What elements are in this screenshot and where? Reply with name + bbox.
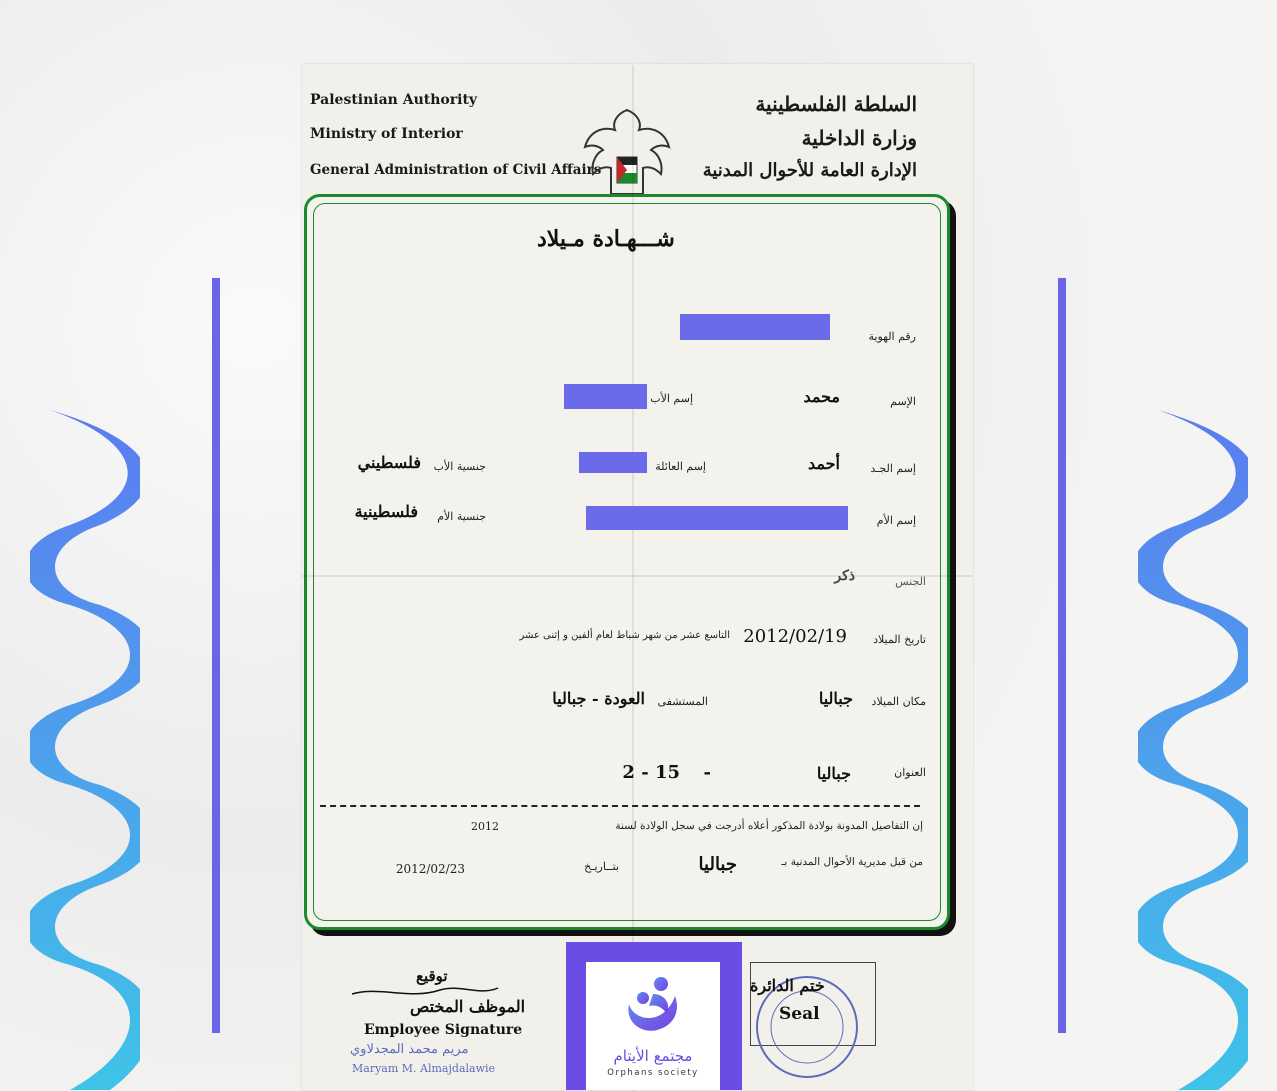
header-ar-authority: السلطة الفلسطينية: [755, 92, 917, 116]
paper-fold: [302, 575, 973, 577]
gender-label: الجنس: [895, 575, 926, 588]
redacted-father-name: [564, 384, 647, 409]
right-wave-decoration: [1138, 405, 1248, 1090]
issued-date-label: بتــاريـخ: [584, 860, 619, 873]
header-en-authority: Palestinian Authority: [310, 92, 478, 108]
record-year: 2012: [471, 820, 499, 833]
gender-value: ذكر: [834, 568, 855, 584]
issued-place: جباليا: [698, 854, 737, 875]
redacted-family-name: [579, 452, 647, 473]
redacted-id-number: [680, 314, 830, 340]
issued-date: 2012/02/23: [395, 862, 465, 876]
family-name-label: إسم العائلة: [655, 460, 706, 473]
employee-label-ar: الموظف المختص: [410, 997, 526, 1016]
id-number-label: رقم الهوية: [868, 330, 916, 343]
dob-value: 2012/02/19: [743, 626, 847, 647]
name-value: محمد: [803, 387, 840, 406]
left-wave-decoration: [30, 405, 140, 1090]
orphans-society-logo-frame: [566, 942, 742, 1090]
dob-in-words: التاسع عشر من شهر شباط لعام ألفين و إثنى عشر: [519, 630, 730, 641]
header-ar-administration: الإدارة العامة للأحوال المدنية: [702, 160, 917, 181]
seal-label-en: Seal: [779, 1004, 820, 1024]
record-statement: إن التفاصيل المدونة بولادة المذكور أعلاه أدرجت في سجل الولادة لسنة: [615, 820, 923, 832]
issued-by-statement: من قبل مديرية الأحوال المدنية بـ: [781, 856, 923, 868]
mother-nationality-value: فلسطينية: [354, 502, 418, 521]
birth-certificate-document: [302, 64, 973, 1090]
address-label: العنوان: [894, 766, 926, 779]
header-ar-ministry: وزارة الداخلية: [801, 126, 917, 150]
mother-nationality-label: جنسية الأم: [437, 510, 486, 523]
header-en-administration: General Administration of Civil Affairs: [310, 162, 602, 178]
left-accent-bar: [212, 278, 220, 1033]
father-nationality-value: فلسطيني: [357, 453, 421, 472]
mother-name-label: إسم الأم: [876, 514, 916, 527]
logo-text-en: Orphans society: [607, 1068, 699, 1078]
name-label: الإسم: [890, 395, 916, 408]
father-nationality-label: جنسية الأب: [433, 460, 486, 473]
orphans-society-logo: [586, 962, 720, 1090]
father-name-label: إسم الأب: [650, 392, 693, 405]
grandfather-label: إسم الجـد: [870, 462, 916, 475]
dob-label: تاريخ الميلاد: [873, 633, 926, 646]
employee-signature-label: Employee Signature: [364, 1022, 523, 1038]
hospital-value: العودة - جباليا: [552, 689, 645, 708]
header-en-ministry: Ministry of Interior: [310, 126, 463, 142]
pob-value: جباليا: [818, 689, 853, 708]
employee-stamp-ar: مريم محمد المجدلاوي: [350, 1042, 469, 1057]
seal-label-ar: ختم الدائرة: [750, 976, 825, 995]
right-accent-bar: [1058, 278, 1066, 1033]
pob-label: مكان الميلاد: [871, 695, 926, 708]
logo-text-ar: مجتمع الأيتام: [613, 1047, 693, 1065]
hospital-label: المستشفى: [657, 695, 708, 708]
redacted-mother-name: [586, 506, 848, 530]
address-city: جباليا: [816, 764, 851, 783]
sign-label-ar: توقيع: [416, 967, 448, 985]
certificate-title: شـــهـادة مـيلاد: [537, 226, 675, 252]
grandfather-value: أحمد: [808, 454, 840, 473]
paper-fold-vertical: [632, 65, 634, 1091]
family-care-logo-icon: [623, 974, 683, 1036]
address-dash: -: [703, 762, 711, 783]
employee-stamp-en: Maryam M. Almajdalawie: [352, 1062, 496, 1075]
separator-line: [320, 805, 920, 807]
address-number: 2 - 15: [622, 762, 680, 783]
